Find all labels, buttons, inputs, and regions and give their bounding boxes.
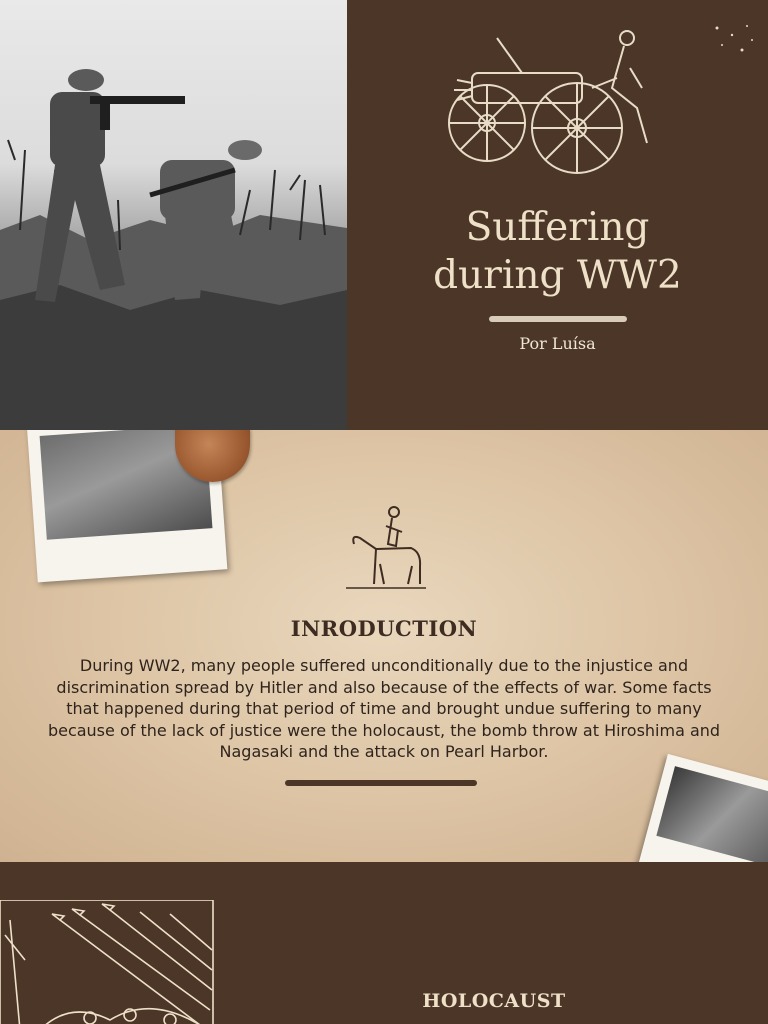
horse-rider-icon [346,504,426,594]
sparkle-icon [707,20,757,60]
page-title [347,204,768,300]
holocaust-heading-wrap [0,990,768,1012]
introduction-section [0,430,768,862]
holocaust-section [0,862,768,1024]
introduction-body: During WW2, many people suffered unconditionally due to the injustice and discrimination spread by Hitler and also because of the effects of war. Some facts that happened during that period of time and brought undue suffering to many because of the lack of justice were the holocaust, the bomb throw at Hiroshima and Nagasaki and the attack on Pearl Harbor. [47,656,721,761]
cover-section [0,0,768,430]
soldiers-polaroid [637,754,768,862]
divider-brush [489,316,627,322]
gatling-gun-icon [442,28,652,178]
title-panel [347,0,768,430]
soldiers-photo [0,0,347,430]
divider-brush [285,780,477,786]
holocaust-heading: HOLOCAUST [422,990,566,1012]
soldiers-illustration [0,0,347,430]
title-line-1: Suffering [465,205,650,250]
author-label: Por Luísa [519,334,596,353]
introduction-heading: INRODUCTION [290,616,478,641]
title-line-2: during WW2 [433,253,682,298]
